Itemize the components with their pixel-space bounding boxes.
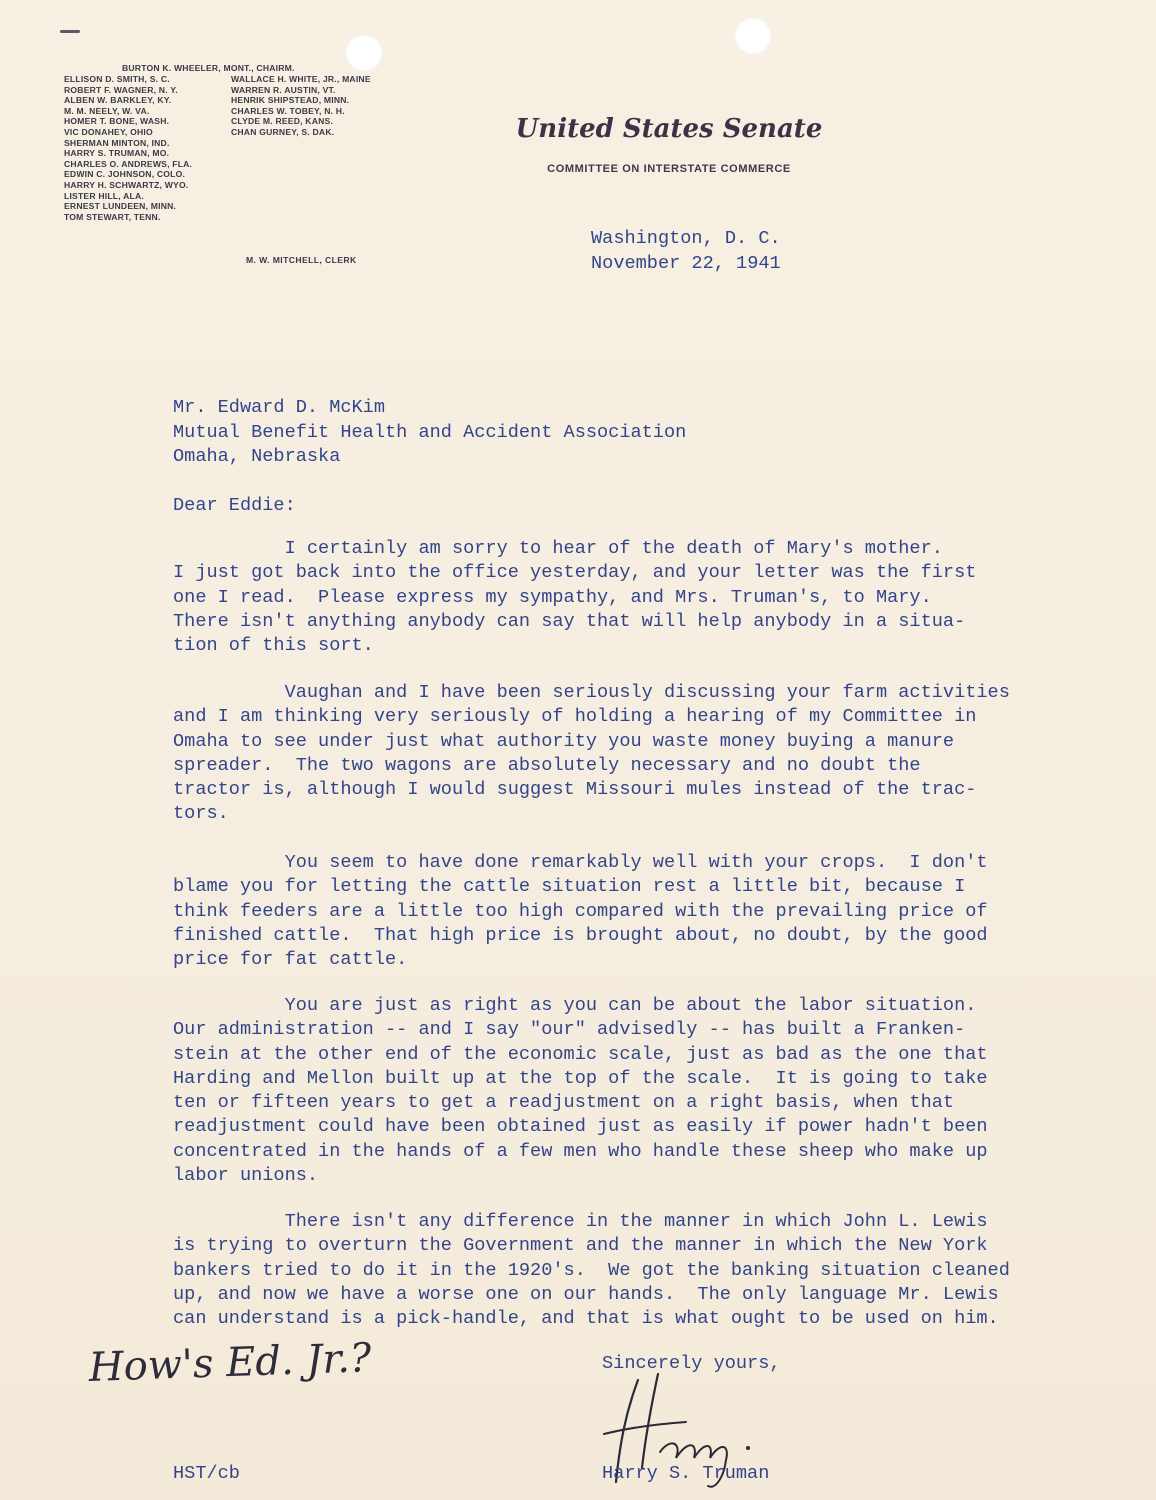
- member-name: HARRY H. SCHWARTZ, WYO.: [64, 179, 189, 190]
- member-name: HENRIK SHIPSTEAD, MINN.: [231, 95, 350, 106]
- member-name: TOM STEWART, TENN.: [64, 211, 161, 222]
- typist-initials: HST/cb: [173, 1463, 240, 1484]
- member-name: WALLACE H. WHITE, JR., MAINE: [231, 74, 371, 84]
- committee-members-left: [64, 74, 192, 222]
- member-name: ERNEST LUNDEEN, MINN.: [64, 201, 177, 212]
- corner-mark: [60, 30, 80, 33]
- body-paragraph: I certainly am sorry to hear of the death of Mary's mother. I just got back into the office yesterday, and your letter was the first one I read. Please express my sympathy, and Mrs. Truman's, to Mary. There isn't anything anybody can say that will help anybody in a situa- tion of this sort.: [173, 538, 977, 657]
- member-name: HOMER T. BONE, WASH.: [64, 116, 170, 127]
- letterhead-title: United States Senate: [515, 114, 823, 144]
- committee-chairman: BURTON K. WHEELER, MONT., CHAIRM.: [122, 63, 295, 73]
- member-name: WARREN R. AUSTIN, VT.: [231, 84, 336, 95]
- body-paragraph: You seem to have done remarkably well with your crops. I don't blame you for letting the cattle situation rest a little bit, because I think feeders are a little too high compared with the prevailing price of finished cattle. That high price is brought about, no doubt, by the good price for fat cattle.: [173, 852, 988, 971]
- closing: Sincerely yours,: [602, 1353, 781, 1374]
- salutation: Dear Eddie:: [173, 495, 296, 516]
- punch-hole-right: [734, 17, 772, 55]
- member-name: CHAN GURNEY, S. DAK.: [231, 126, 335, 137]
- member-name: SHERMAN MINTON, IND.: [64, 137, 170, 148]
- member-name: LISTER HILL, ALA.: [64, 190, 144, 201]
- body-paragraph: You are just as right as you can be about the labor situation. Our administration -- and I say "our" advisedly -- has built a Franken- stein at the other end of the economic scale, just as bad as the one that Harding and Mellon built up at the top of the scale. It is going to take ten or fifteen years to get a readjustment on a right basis, when that readjustment could have been obtained just as easily if power hadn't been concentrated in the hands of a few men who handle these sheep who make up labor unions.: [173, 995, 988, 1187]
- member-name: VIC DONAHEY, OHIO: [64, 126, 153, 137]
- committee-members-right: [231, 74, 371, 138]
- punch-hole-left: [345, 34, 383, 72]
- member-name: EDWIN C. JOHNSON, COLO.: [64, 169, 186, 180]
- body-paragraph: There isn't any difference in the manner in which John L. Lewis is trying to overturn the Government and the manner in which the New York bankers tried to do it in the 1920's. We got the banking situation cleaned up, and now we have a worse one on our hands. The only language Mr. Lewis can understand is a pick-handle, and that is what ought to be used on him.: [173, 1211, 1010, 1330]
- date: November 22, 1941: [591, 252, 781, 274]
- recipient-city: Omaha, Nebraska: [173, 446, 341, 467]
- member-name: HARRY S. TRUMAN, MO.: [64, 148, 170, 159]
- handwritten-note: How's Ed. Jr.?: [88, 1335, 373, 1391]
- member-name: CHARLES W. TOBEY, N. H.: [231, 105, 345, 116]
- signer-name: Harry S. Truman: [602, 1463, 770, 1484]
- member-name: CHARLES O. ANDREWS, FLA.: [64, 158, 193, 169]
- member-name: ELLISON D. SMITH, S. C.: [64, 74, 170, 84]
- place: Washington, D. C.: [591, 228, 781, 249]
- inside-address: [173, 396, 686, 470]
- recipient-name: Mr. Edward D. McKim: [173, 397, 386, 418]
- recipient-organization: Mutual Benefit Health and Accident Association: [173, 421, 687, 443]
- committee-name: COMMITTEE ON INTERSTATE COMMERCE: [547, 163, 791, 175]
- member-name: M. M. NEELY, W. VA.: [64, 105, 150, 116]
- member-name: ALBEN W. BARKLEY, KY.: [64, 95, 172, 106]
- member-name: CLYDE M. REED, KANS.: [231, 116, 334, 127]
- body-paragraph: Vaughan and I have been seriously discussing your farm activities and I am thinking very seriously of holding a hearing of my Committee in Omaha to see under just what authority you waste money buying a manure spreader. The two wagons are absolutely necessary and no doubt the tractor is, although I would suggest Missouri mules instead of the trac- tors.: [173, 682, 1010, 825]
- date-block: [591, 227, 781, 276]
- member-name: ROBERT F. WAGNER, N. Y.: [64, 84, 178, 95]
- committee-clerk: M. W. MITCHELL, CLERK: [246, 255, 357, 265]
